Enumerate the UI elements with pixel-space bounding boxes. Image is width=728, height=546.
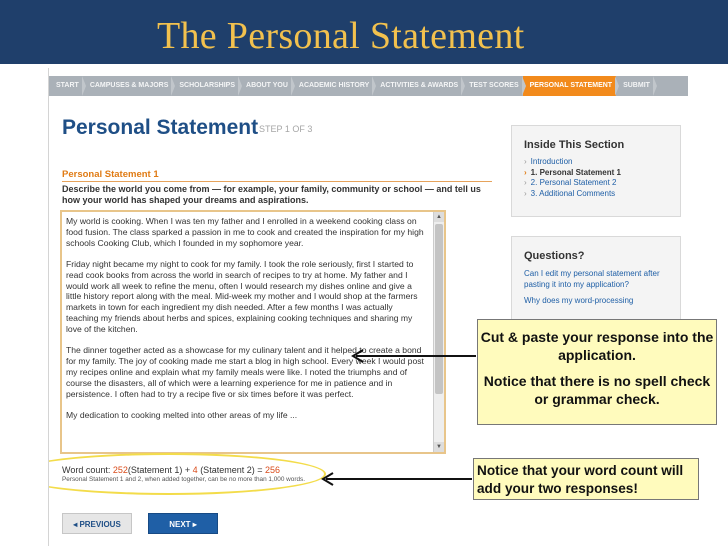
nav-step-academic-history[interactable]: ACADEMIC HISTORY: [292, 76, 373, 96]
essay-prompt: Describe the world you come from — for example, your family, community or school — and tell us how your world has shaped your dreams and aspirations.: [62, 184, 481, 205]
textarea-scrollbar[interactable]: [433, 212, 444, 452]
inside-section-panel: [511, 125, 681, 217]
faq-link-edit-statement[interactable]: Can I edit my personal statement after pasting it into my application?: [524, 269, 660, 289]
nav-step-submit[interactable]: SUBMIT: [616, 76, 654, 96]
word-count: Word count: 252(Statement 1) + 4 (Statement 2) = 256: [62, 465, 280, 475]
nav-step-test-scores[interactable]: TEST SCORES: [462, 76, 522, 96]
next-button[interactable]: NEXT ▸: [148, 513, 218, 534]
chevron-right-icon: ›: [524, 157, 527, 166]
section-title: Personal Statement 1: [62, 169, 159, 180]
response-textarea[interactable]: [60, 210, 446, 454]
nav-step-personal-statement[interactable]: PERSONAL STATEMENT: [523, 76, 616, 96]
step-indicator: STEP 1 OF 3: [259, 124, 313, 134]
previous-button[interactable]: ◂ PREVIOUS: [62, 513, 132, 534]
faq-link-word-processing[interactable]: Why does my word-processing: [524, 296, 634, 305]
response-paragraph: My world is cooking. When I was ten my father and I enrolled in a weekend cooking class on food fusion. The class sparked a passion in me to cook and created the inspiration for my high schools Cooking Club, which I founded in my sophomore year.: [66, 216, 424, 248]
nav-step-activities-awards[interactable]: ACTIVITIES & AWARDS: [373, 76, 462, 96]
section-link-introduction[interactable]: › Introduction: [524, 157, 573, 166]
questions-heading: Questions?: [524, 250, 585, 262]
chevron-right-icon: ›: [524, 188, 527, 198]
section-link-statement-1[interactable]: › 1. Personal Statement 1: [524, 167, 621, 177]
response-paragraph: My dedication to cooking melted into other areas of my life ...: [66, 409, 298, 420]
scroll-up-arrow-icon[interactable]: ▲: [434, 212, 444, 222]
step-navigation: [49, 76, 688, 96]
section-link-statement-2[interactable]: › 2. Personal Statement 2: [524, 178, 617, 187]
response-paragraph: Friday night became my night to cook for my family. I took the role seriously, first I started to read cook books from across the world in search of recipes to try at home. My father and I would work all week to refine the menu, often I would research my dishes online and give a little history report along with the meal. Mid-week my mother and I would shop at the farmers markets in town for each ingredient my dish needed. After a few months I was actually teaching my friends about herbs and spices, explaining cooking techniques and sharing my love of the kitchen.: [66, 258, 418, 335]
section-link-additional-comments[interactable]: › 3. Additional Comments: [524, 188, 616, 198]
chevron-right-icon: ›: [524, 178, 527, 187]
scroll-down-arrow-icon[interactable]: ▼: [434, 442, 444, 452]
paste-callout-line: Cut & paste your response into the application.: [480, 329, 714, 363]
paste-callout: [477, 319, 717, 425]
section-divider: [62, 181, 492, 182]
slide-title: The Personal Statement: [157, 15, 525, 57]
response-paragraph: The dinner together acted as a showcase for my culinary talent and it helped to create a bond for my family. The joy of cooking made me start a blog in high school. Every week I would post my recipes online and explain what my family meals were like. I noted the triumphs and of course the disasters, all of which were a learning experience for me in patience and in persistence. I often had to try a recipe five or six times before it was perfect.: [66, 345, 424, 399]
inside-section-heading: Inside This Section: [524, 139, 625, 151]
nav-step-about-you[interactable]: ABOUT YOU: [239, 76, 292, 96]
page-title: Personal Statement: [62, 116, 259, 139]
nav-step-scholarships[interactable]: SCHOLARSHIPS: [172, 76, 239, 96]
nav-step-start[interactable]: START: [49, 76, 83, 96]
chevron-right-icon: ›: [524, 167, 527, 177]
word-count-note: Personal Statement 1 and 2, when added together, can be no more than 1,000 words.: [62, 476, 306, 483]
slide-header: [0, 0, 728, 64]
spellcheck-callout-line: Notice that there is no spell check or grammar check.: [483, 373, 711, 407]
scroll-thumb[interactable]: [435, 224, 443, 394]
nav-step-campuses-majors[interactable]: CAMPUSES & MAJORS: [83, 76, 173, 96]
word-count-callout: Notice that your word count will add your two responses!: [473, 458, 699, 500]
